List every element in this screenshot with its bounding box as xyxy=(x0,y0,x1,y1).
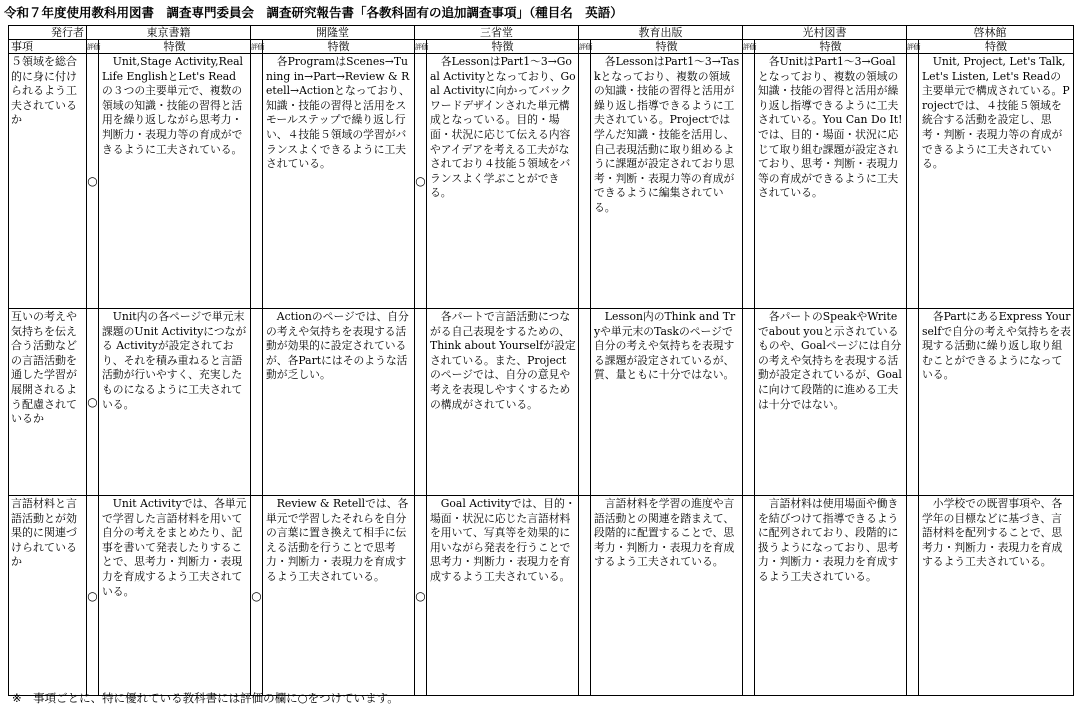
eval-mark xyxy=(251,54,263,309)
publisher-name: 光村図書 xyxy=(743,26,907,40)
publisher-label: 発行者 xyxy=(9,26,87,40)
feature-text: 各パートのSpeakやWriteでabout youと示されているものや、Goalページには自分の考えや気持ちを表現する活動が設定されているが、Goalに向けて段階的に進める工夫は十分ではない。 xyxy=(755,309,907,496)
item-cell: 言語材料と言語活動とが効果的に関連づけられているか xyxy=(9,496,87,696)
feature-text: Review & Retellでは、各単元で学習したそれらを自分の言葉に置き換えて相手に伝える活動を行うことで思考力・判断力・表現力を育成するよう工夫されている。 xyxy=(263,496,415,696)
feature-text: Unit,Stage Activity,Real Life EnglishとLet's Read の３つの主要単元で、複数の領域の知識・技能の習得と活用を繰り返しながら思考力・判断力・表現力等の育成ができるように工夫されている。 xyxy=(99,54,251,309)
eval-mark: ○ xyxy=(251,496,263,696)
feature-text: Unit Activityでは、各単元で学習した言語材料を用いて自分の考えをまとめたり、記事を書いて発表したりすることで、思考力・判断力・表現力を育成するよう工夫されている。 xyxy=(99,496,251,696)
eval-mark: ○ xyxy=(87,496,99,696)
publisher-name: 三省堂 xyxy=(415,26,579,40)
feature-text: Goal Activityでは、目的・場面・状況に応じた言語材料を用いて、写真等を効果的に用いながら発表を行うことで思考力・判断力・表現力を育成するよう工夫されている。 xyxy=(427,496,579,696)
feature-text: Actionのページでは、自分の考えや気持ちを表現する活動が効果的に設定されているが、各Partにはそのような活動が乏しい。 xyxy=(263,309,415,496)
feature-label: 特徴 xyxy=(99,40,251,54)
publisher-name: 開隆堂 xyxy=(251,26,415,40)
feature-text: 言語材料を学習の進度や言語活動との関連を踏まえて、段階的に配置することで、思考力・判断力・表現力を育成するよう工夫されている。 xyxy=(591,496,743,696)
feature-text: 各UnitはPart1～3→Goalとなっており、複数の領域の知識・技能の習得と活用が繰り返し指導できるように工夫されている。You Can Do It!では、目的・場面・状況に応じて取り組む課題が設定されており、思考・判断・表現力等の育成ができるように工夫されている。 xyxy=(755,54,907,309)
feature-text: 各ProgramはScenes→Tuning in→Part→Review & Retell→Actionとなっており、知識・技能の習得と活用をスモールステップで繰り返し行い、４技能５領域の学習がバランスよくできるように工夫されている。 xyxy=(263,54,415,309)
feature-text: 言語材料は使用場面や働きを結びつけて指導できるように配列されており、段階的に扱うようになっており、思考力・判断力・表現力を育成するよう工夫されている。 xyxy=(755,496,907,696)
eval-mark xyxy=(743,54,755,309)
eval-mark: ○ xyxy=(415,54,427,309)
eval-mark xyxy=(743,309,755,496)
feature-text: 小学校での既習事項や、各学年の目標などに基づき、言語材料を配列することで、思考力・判断力・表現力を育成するよう工夫されている。 xyxy=(919,496,1074,696)
eval-mark xyxy=(743,496,755,696)
publisher-name: 教育出版 xyxy=(579,26,743,40)
publisher-header-row xyxy=(9,26,1074,40)
feature-text: 各LessonはPart1～3→Taskとなっており、複数の領域の知識・技能の習得と活用が繰り返し指導できるように工夫されている。Projectでは学んだ知識・技能を活用し、自己表現活動に取り組めるように課題が設定されており思考・判断・表現力等の育成ができるように編集されている。 xyxy=(591,54,743,309)
feature-label: 特徴 xyxy=(591,40,743,54)
footnote: ※ 事項ごとに、特に優れている教科書には評価の欄に○をつけています。 xyxy=(12,691,399,705)
eval-label: 評価 xyxy=(251,40,263,54)
report-title: 令和７年度使用教科用図書 調査専門委員会 調査研究報告書「各教科固有の追加調査事項」（種目名 英語） xyxy=(4,5,623,20)
publisher-name: 東京書籍 xyxy=(87,26,251,40)
eval-label: 評価 xyxy=(907,40,919,54)
item-label: 事項 xyxy=(9,40,87,54)
feature-label: 特徴 xyxy=(919,40,1074,54)
eval-mark xyxy=(907,496,919,696)
eval-mark xyxy=(907,54,919,309)
eval-mark xyxy=(251,309,263,496)
eval-mark xyxy=(579,309,591,496)
eval-mark: ○ xyxy=(87,54,99,309)
feature-label: 特徴 xyxy=(427,40,579,54)
feature-text: Unit内の各ページで単元末課題のUnit Activityにつながる Activityが設定されており、それを積み重ねると言語活動が行いやすく、充実したものになるように工夫されている。 xyxy=(99,309,251,496)
feature-label: 特徴 xyxy=(263,40,415,54)
report-table xyxy=(8,25,1074,696)
feature-text: 各PartにあるExpress Yourselfで自分の考えや気持ちを表現する活動に繰り返し取り組むことができるようになっている。 xyxy=(919,309,1074,496)
feature-text: 各LessonはPart1～3→Goal Activityとなっており、Goal Activityに向かってバックワードデザインされた単元構成となっている。目的・場面・状況に応じて伝える内容やアイデアを考える工夫がなされており４技能５領域をバランスよく学ぶことができる。 xyxy=(427,54,579,309)
eval-mark: ○ xyxy=(87,309,99,496)
feature-text: 各パートで言語活動につながる自己表現をするための、Think about Yourselfが設定されている。また、Projectのページでは、自分の意見や考えを表現しやすくするための構成がされている。 xyxy=(427,309,579,496)
table-row xyxy=(9,309,1074,496)
feature-text: Unit, Project, Let's Talk, Let's Listen, Let's Readの主要単元で構成されている。Projectでは、４技能５領域を統合する活動を設定し、思考・判断・表現力等の育成ができるように工夫されている。 xyxy=(919,54,1074,309)
eval-label: 評価 xyxy=(415,40,427,54)
table-row xyxy=(9,496,1074,696)
eval-mark xyxy=(907,309,919,496)
item-cell: ５領域を総合的に身に付けられるよう工夫されているか xyxy=(9,54,87,309)
eval-mark xyxy=(415,309,427,496)
sub-header-row xyxy=(9,40,1074,54)
publisher-name: 啓林館 xyxy=(907,26,1074,40)
feature-text: Lesson内のThink and Tryや単元末のTaskのページで自分の考えや気持ちを表現する課題が設定されているが、質、量ともに十分ではない。 xyxy=(591,309,743,496)
eval-label: 評価 xyxy=(579,40,591,54)
eval-mark xyxy=(579,496,591,696)
eval-label: 評価 xyxy=(87,40,99,54)
eval-label: 評価 xyxy=(743,40,755,54)
eval-mark: ○ xyxy=(415,496,427,696)
eval-mark xyxy=(579,54,591,309)
table-row xyxy=(9,54,1074,309)
item-cell: 互いの考えや気持ちを伝え合う活動などの言語活動を通した学習が展開されるよう配慮されているか xyxy=(9,309,87,496)
feature-label: 特徴 xyxy=(755,40,907,54)
